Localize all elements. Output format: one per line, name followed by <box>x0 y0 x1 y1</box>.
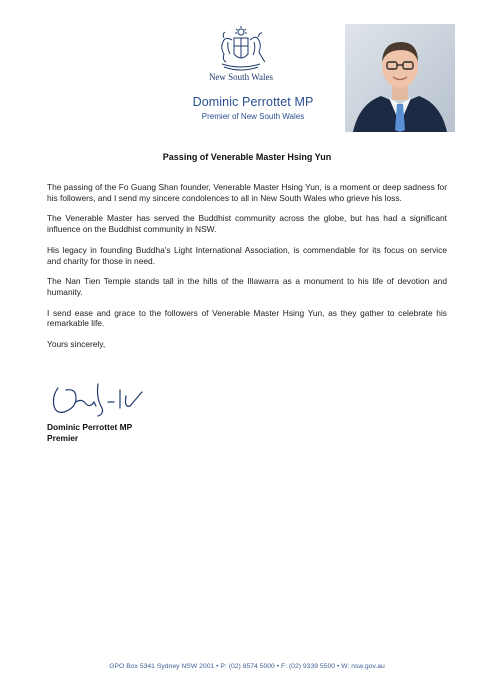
paragraph: I send ease and grace to the followers of Venerable Master Hsing Yun, as they gather to celebrate his remarkable life. <box>47 307 447 329</box>
paragraph: His legacy in founding Buddha's Light International Association, is commendable for its focus on service and charity for those in need. <box>47 244 447 266</box>
footer-contact: GPO Box 5341 Sydney NSW 2001 • P: (02) 8574 5000 • F: (02) 9339 5500 • W: nsw.gov.au <box>109 663 385 670</box>
author-name: Dominic Perrottet MP <box>192 95 314 109</box>
nsw-coat-of-arms-icon <box>210 24 272 74</box>
signer-name: Dominic Perrottet MP <box>47 422 133 432</box>
signer-title: Premier <box>47 432 79 443</box>
letter-title: Passing of Venerable Master Hsing Yun <box>162 152 332 162</box>
signature <box>46 378 150 420</box>
portrait-photo <box>345 24 455 132</box>
crest-caption: New South Wales <box>208 72 274 82</box>
closing: Yours sincerely, <box>47 339 106 350</box>
signer-block <box>47 422 132 443</box>
letter-body <box>47 182 447 350</box>
paragraph: The Venerable Master has served the Buddhist community across the globe, but has had a significant influence on the Buddhist community in NSW. <box>47 213 447 235</box>
paragraph: The passing of the Fo Guang Shan founder, Venerable Master Hsing Yun, is a moment or deep sadness for his followers, and I send my sincere condolences to all in New South Wales who grieve his loss. <box>47 182 447 203</box>
author-role: Premier of New South Wales <box>201 112 305 121</box>
paragraph: The Nan Tien Temple stands tall in the hills of the Illawarra as a monument to his life of devotion and humanity. <box>47 276 447 297</box>
